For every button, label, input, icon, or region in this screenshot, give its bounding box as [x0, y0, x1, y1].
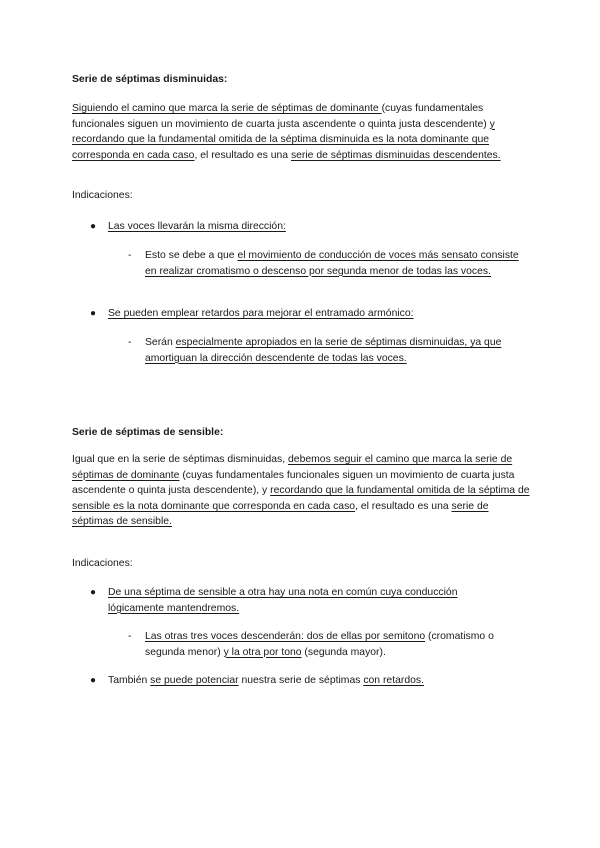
text-span: el movimiento de conducción de voces más sensato consiste en realizar cromatismo o descenso por segunda menor de todas las voces. [145, 250, 519, 277]
text-span: , el resultado es una [355, 500, 452, 512]
text-span: (cuyas fundamentales funcionales siguen un movimiento de cuarta justa ascendente o quinta justa descendente) [72, 103, 490, 130]
text-span: Serán [145, 337, 176, 348]
indicaciones-label: Indicaciones: [72, 558, 133, 569]
text-span: (segunda mayor). [301, 646, 386, 658]
text-span: recordando que la fundamental omitida de la séptima de sensible es la nota dominante que corresponda en cada caso [72, 485, 530, 512]
text-span: con retardos. [363, 675, 424, 686]
text-span: Igual que en la serie de séptimas disminuidas, [72, 454, 289, 465]
text-span: Siguiendo el camino que marca la serie de séptimas de dominante [72, 103, 382, 114]
text-span: serie de séptimas disminuidas descendentes. [290, 149, 501, 161]
sub-item-text [145, 335, 530, 366]
text-span: y la otra por tono [223, 646, 302, 658]
text-span: Las otras tres voces descenderán: dos de ellas por semitono [145, 631, 426, 642]
bullet-icon: ● [90, 221, 97, 232]
text-span: serie de séptimas de sensible. [72, 500, 489, 528]
bullet-icon: ● [90, 308, 97, 319]
text-span: , el resultado es una [194, 149, 291, 161]
text-span: (cromatismo o segunda menor) [145, 631, 494, 658]
bullet-text: De una séptima de sensible a otra hay una nota en común cuya conducción lógicamente mantendremos. [108, 587, 458, 614]
dash-icon: - [128, 337, 132, 348]
section-title-sensible: Serie de séptimas de sensible: [72, 427, 224, 438]
section-title-disminuidas: Serie de séptimas disminuidas: [72, 74, 228, 85]
text-span: Esto se debe a que [145, 250, 238, 261]
dash-icon: - [128, 250, 132, 261]
text-span: debemos seguir el camino que marca la serie de séptimas de dominante [72, 454, 513, 481]
bullet-text [108, 673, 528, 689]
bullet-icon: ● [90, 675, 97, 686]
indicaciones-label: Indicaciones: [72, 190, 133, 201]
text-span: También [108, 675, 151, 686]
bullet-text: Las voces llevarán la misma dirección: [108, 221, 286, 232]
text-span: se puede potenciar [150, 675, 239, 686]
dash-icon: - [128, 631, 132, 642]
sub-item-text [145, 629, 530, 660]
text-span: especialmente apropiados en la serie de séptimas disminuidas, ya que amortiguan la dirección descendente de todas las voces. [145, 337, 502, 364]
text-span: nuestra serie de séptimas [238, 675, 364, 686]
sub-item-text [145, 248, 530, 279]
bullet-icon: ● [90, 587, 97, 598]
paragraph-sensible [72, 452, 530, 530]
bullet-text: Se pueden emplear retardos para mejorar el entramado armónico: [108, 308, 414, 319]
text-span: (cuyas fundamentales funcionales siguen un movimiento de cuarta justa ascendente o quinta justa descendente), y [72, 469, 515, 497]
paragraph-disminuidas [72, 101, 530, 163]
text-span: y recordando que la fundamental omitida de la séptima disminuida es la nota dominante que corresponda en cada caso [72, 118, 495, 161]
